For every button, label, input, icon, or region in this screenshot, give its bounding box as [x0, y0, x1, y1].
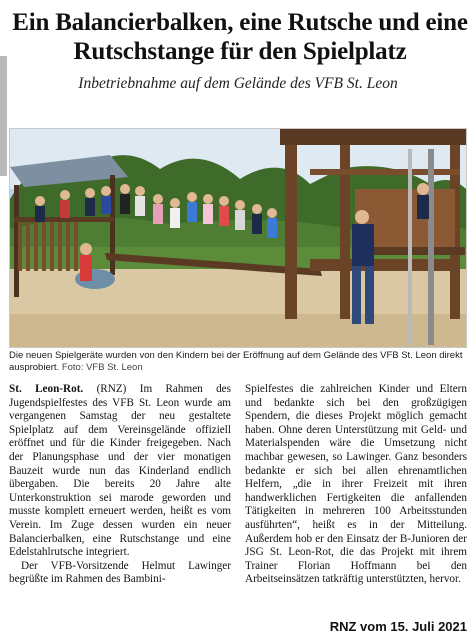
photo-caption — [9, 350, 465, 374]
article-headline: Ein Balancierbalken, eine Rutsche und eine Rutschstange für den Spielplatz — [12, 9, 468, 65]
article-text: (RNZ) Im Rahmen des Jugendspielfestes des VFB St. Leon wurde am vergangenen Samstag der neu gestaltete Spielplatz auf dem Vereinsgelände offiziell eröffnet und für die Kinder freigegeben. Nach der Planungsphase und der vier monatigen Bauzeit wurde nun das Kinderland endlich übergaben. Die bereits 20 Jahre alte Unterkonstruktion sei marode geworden und musste komplett erneuert werden, heißt es vom Verein. Im Zuge dessen wurden ein neuer Balancierbalken, eine Rutschstange und eine Edelstahlrutsche integriert. — [9, 383, 231, 559]
photo-caption-text: Die neuen Spielgeräte wurden von den Kindern bei der Eröffnung auf dem Gelände des VFB St. Leon direkt ausprobiert. — [9, 350, 463, 373]
playground-photo-illustration — [10, 129, 466, 347]
article-column-left — [9, 383, 231, 587]
article-body — [9, 383, 467, 587]
page-edge-marker — [0, 56, 7, 176]
photo-credit: Foto: VFB St. Leon — [61, 362, 143, 373]
article-photo — [9, 128, 467, 348]
article-subheadline: Inbetriebnahme auf dem Gelände des VFB St. Leon — [78, 75, 398, 92]
article-paragraph — [9, 383, 231, 560]
publication-source: RNZ vom 15. Juli 2021 — [329, 619, 467, 634]
article-column-right — [245, 383, 467, 587]
article-paragraph: Der VFB-Vorsitzende Helmut Lawinger begrüßte im Rahmen des Bambini- — [9, 559, 231, 586]
article-dateline: St. Leon-Rot. — [9, 383, 84, 395]
article-paragraph: Spielfestes die zahlreichen Kinder und Eltern und bedankte sich bei den großzügigen Spendern, die dieses Projekt möglich gemacht haben. Ohne deren Unterstützung mit Geld- und Materialspenden wäre die Umsetzung nicht machbar gewesen, so Lawinger. Ganz besonders bedankte er sich bei allen ehrenamtlichen Helfern, „die in ihrer Freizeit mit ihren handwerklichen Fertigkeiten die anfallenden Tätigkeiten in mehreren 100 Arbeitsstunden ausführten“, heißt es in der Mitteilung. Außerdem hob er den Einsatz der B-Junioren der JSG St. Leon-Rot, die das Projekt mit ihrem Trainer Florian Hoffmann bei den Arbeitseinsätzen tatkräftig unterstützten, hervor. — [245, 383, 467, 586]
